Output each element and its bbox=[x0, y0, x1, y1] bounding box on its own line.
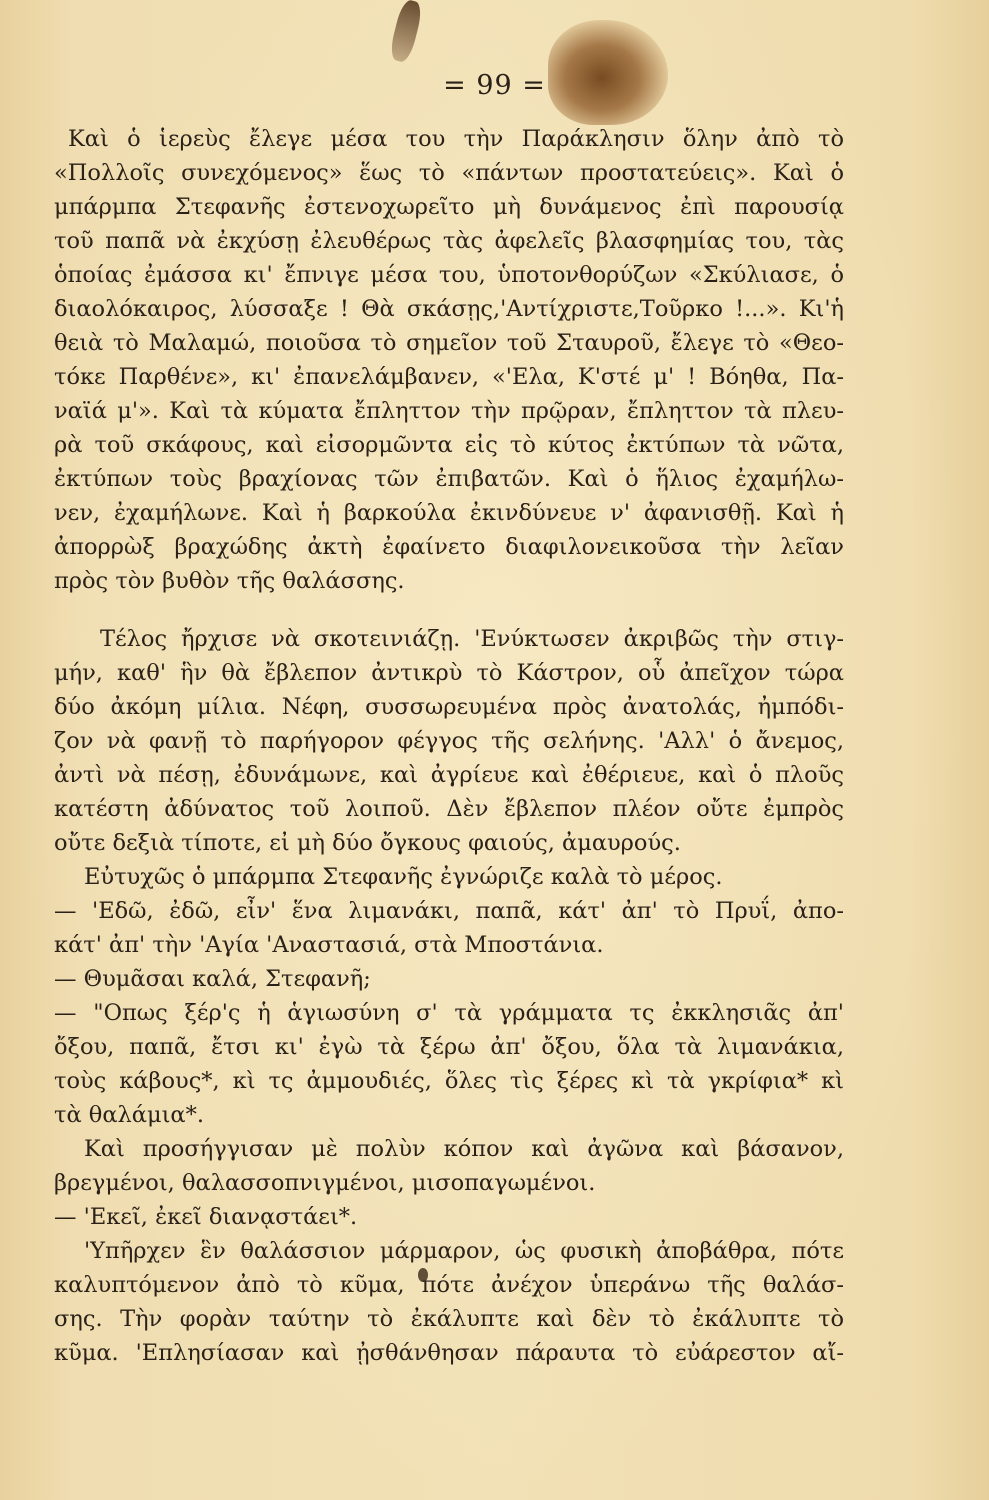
text-line: σης. Τὴν φορὰν ταύτην τὸ ἐκάλυπτε καὶ δὲν τὸ ἐκάλυπτε τὸ bbox=[54, 1306, 844, 1332]
text-line: νεν, ἐχαμήλωνε. Καὶ ἡ βαρκούλα ἐκινδύνευε ν' ἀφανισθῇ. Καὶ ἡ bbox=[54, 500, 844, 526]
text-line: πρὸς τὸν βυθὸν τῆς θαλάσσης. bbox=[54, 568, 405, 594]
text-line: ναϊά μ'». Καὶ τὰ κύματα ἔπληττον τὴν πρῷραν, ἔπληττον τὰ πλευ- bbox=[54, 398, 844, 424]
text-line: Καὶ προσήγγισαν μὲ πολὺν κόπον καὶ ἀγῶνα καὶ βάσανον, bbox=[84, 1136, 844, 1162]
text-line: — 'Εδῶ, ἐδῶ, εἶν' ἕνα λιμανάκι, παπᾶ, κάτ' ἀπ' τὸ Πρυΐ, ἀπο- bbox=[54, 898, 844, 924]
text-line: ὄξου, παπᾶ, ἔτσι κι' ἐγὼ τὰ ξέρω ἀπ' ὄξου, ὅλα τὰ λιμανάκια, bbox=[54, 1034, 844, 1060]
text-line: κάτ' ἀπ' τὴν 'Αγία 'Αναστασιά, στὰ Μποστάνια. bbox=[54, 932, 604, 958]
text-line: τοῦ παπᾶ νὰ ἐκχύσῃ ἐλευθέρως τὰς ἀφελεῖς βλασφημίας του, τὰς bbox=[54, 228, 844, 254]
text-line: Τέλος ἤρχισε νὰ σκοτεινιάζῃ. 'Ενύκτωσεν ἀκριβῶς τὴν στιγ- bbox=[100, 626, 844, 652]
paragraph-gap bbox=[54, 598, 844, 622]
text-line: ζον νὰ φανῇ τὸ παρήγορον φέγγος τῆς σελήνης. 'Αλλ' ὁ ἄνεμος, bbox=[54, 728, 844, 754]
text-line: μπάρμπα Στεφανῆς ἐστενοχωρεῖτο μὴ δυνάμενος ἐπὶ παρουσίᾳ bbox=[54, 194, 844, 220]
text-line: θειὰ τὸ Μαλαμώ, ποιοῦσα τὸ σημεῖον τοῦ Σταυροῦ, ἔλεγε τὸ «Θεο- bbox=[54, 330, 844, 356]
text-line: ὁποίας ἐμάσσα κι' ἔπνιγε μέσα του, ὑποτονθορύζων «Σκύλιασε, ὁ bbox=[54, 262, 844, 288]
text-line: τοὺς κάβους*, κὶ τς ἀμμουδιές, ὅλες τὶς ξέρες κὶ τὰ γκρίφια* κὶ bbox=[54, 1068, 844, 1094]
text-line: 'Υπῆρχεν ἓν θαλάσσιον μάρμαρον, ὡς φυσικὴ ἀποβάθρα, πότε bbox=[84, 1238, 844, 1264]
text-line: τὰ θαλάμια*. bbox=[54, 1102, 205, 1128]
text-line: Εὐτυχῶς ὁ μπάρμπα Στεφανῆς ἐγνώριζε καλὰ τὸ μέρος. bbox=[84, 864, 723, 890]
text-line: — 'Εκεῖ, ἐκεῖ διανᾳστάει*. bbox=[54, 1204, 358, 1230]
ink-stain-stroke bbox=[388, 0, 424, 64]
text-line: κατέστη ἀδύνατος τοῦ λοιποῦ. Δὲν ἔβλεπον πλέον οὔτε ἐμπρὸς bbox=[54, 796, 844, 822]
text-line: διαολόκαιρος, λύσσαξε ! Θὰ σκάσῃς,'Αντίχριστε,Τοῦρκο !...». Κι'ἡ bbox=[54, 296, 844, 322]
text-line: ἀντὶ νὰ πέσῃ, ἐδυνάμωνε, καὶ ἀγρίευε καὶ ἐθέριευε, καὶ ὁ πλοῦς bbox=[54, 762, 844, 788]
text-line: οὔτε δεξιὰ τίποτε, εἰ μὴ δύο ὄγκους φαιούς, ἀμαυρούς. bbox=[54, 830, 681, 856]
text-line: ἀπορρὼξ βραχώδης ἀκτὴ ἐφαίνετο διαφιλονεικοῦσα τὴν λεῖαν bbox=[54, 534, 844, 560]
text-line: δύο ἀκόμη μίλια. Νέφη, συσσωρευμένα πρὸς ἀνατολάς, ἠμπόδι- bbox=[54, 694, 844, 720]
text-line: «Πολλοῖς συνεχόμενος» ἕως τὸ «πάντων προστατεύεις». Καὶ ὁ bbox=[54, 160, 844, 186]
text-line: βρεγμένοι, θαλασσοπνιγμένοι, μισοπαγωμένοι. bbox=[54, 1170, 596, 1196]
text-line: μήν, καθ' ἣν θὰ ἔβλεπον ἀντικρὺ τὸ Κάστρον, οὗ ἀπεῖχον τώρα bbox=[54, 660, 844, 686]
text-line: Καὶ ὁ ἱερεὺς ἔλεγε μέσα του τὴν Παράκλησιν ὅλην ἀπὸ τὸ bbox=[68, 126, 844, 152]
text-line: καλυπτόμενον ἀπὸ τὸ κῦμα, πότε ἀνέχον ὑπεράνω τῆς θαλάσ- bbox=[54, 1272, 844, 1298]
page-number: = 99 = bbox=[443, 70, 546, 101]
text-line: — "Οπως ξέρ'ς ἡ ἁγιωσύνη σ' τὰ γράμματα τς ἐκκλησιᾶς ἀπ' bbox=[54, 1000, 844, 1026]
text-line: — Θυμᾶσαι καλά, Στεφανῆ; bbox=[54, 966, 371, 992]
page-text bbox=[54, 122, 844, 1370]
text-line: ἐκτύπων τοὺς βραχίονας τῶν ἐπιβατῶν. Καὶ ὁ ἥλιος ἐχαμήλω- bbox=[54, 466, 844, 492]
text-line: τόκε Παρθένε», κι' ἐπανελάμβανεν, «'Ελα, Κ'στέ μ' ! Βόηθα, Πα- bbox=[54, 364, 844, 390]
text-line: κῦμα. 'Επλησίασαν καὶ ᾐσθάνθησαν πάραυτα τὸ εὐάρεστον αἴ- bbox=[54, 1340, 844, 1366]
text-line: ρὰ τοῦ σκάφους, καὶ εἰσορμῶντα εἰς τὸ κύτος ἐκτύπων τὰ νῶτα, bbox=[54, 432, 844, 458]
